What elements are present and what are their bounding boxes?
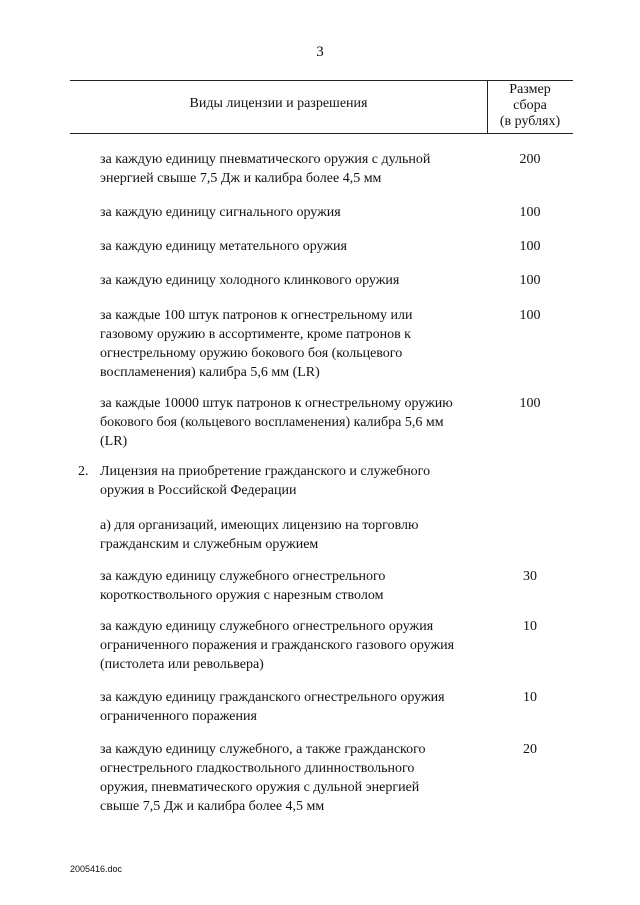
row-text-line: бокового боя (кольцевого воспламенения) калибра 5,6 мм — [100, 415, 444, 430]
row-text-line: газовому оружию в ассортименте, кроме патронов к — [100, 327, 411, 342]
fee-value: 100 — [519, 308, 541, 323]
fee-value: 200 — [519, 152, 541, 167]
row-text-line: ограниченного поражения — [100, 709, 257, 724]
section-number: 2. — [78, 464, 89, 479]
row-text-line: а) для организаций, имеющих лицензию на торговлю — [100, 518, 419, 533]
row-text-line: за каждую единицу служебного огнестрельного — [100, 569, 386, 584]
fee-value: 10 — [523, 690, 537, 705]
row-text-line: за каждую единицу холодного клинкового оружия — [100, 273, 400, 288]
row-text-line: за каждую единицу служебного, а также гражданского — [100, 742, 426, 757]
table-top-rule — [70, 80, 573, 81]
row-text-line: свыше 7,5 Дж и калибра более 4,5 мм — [100, 799, 325, 814]
row-text-line: огнестрельному оружию бокового боя (кольцевого — [100, 346, 403, 361]
row-text-line: оружия, пневматического оружия с дульной энергией — [100, 780, 420, 795]
row-text-line: за каждую единицу служебного огнестрельного оружия — [100, 619, 434, 634]
header-kinds-label: Виды лицензии и разрешения — [189, 96, 368, 111]
fee-value: 10 — [523, 619, 537, 634]
fee-value: 100 — [519, 205, 541, 220]
row-text-line: (пистолета или револьвера) — [100, 657, 264, 672]
row-text-line: за каждую единицу пневматического оружия с дульной — [100, 152, 431, 167]
fee-value: 100 — [519, 273, 541, 288]
row-text-line: за каждую единицу гражданского огнестрельного оружия — [100, 690, 445, 705]
fee-value: 100 — [519, 239, 541, 254]
row-text-line: Лицензия на приобретение гражданского и служебного — [100, 464, 431, 479]
row-text-line: воспламенения) калибра 5,6 мм (LR) — [100, 365, 320, 380]
row-text-line: за каждые 100 штук патронов к огнестрельному или — [100, 308, 413, 323]
page-number: 3 — [316, 44, 324, 60]
row-text-line: за каждую единицу метательного оружия — [100, 239, 347, 254]
row-text-line: огнестрельного гладкоствольного длинноствольного — [100, 761, 415, 776]
header-fee-line: (в рублях) — [499, 114, 561, 129]
table-header-rule — [70, 133, 573, 134]
row-text-line: короткоствольного оружия с нарезным стволом — [100, 588, 384, 603]
row-text-line: за каждые 10000 штук патронов к огнестрельному оружию — [100, 396, 453, 411]
row-text-line: оружия в Российской Федерации — [100, 483, 297, 498]
fee-value: 20 — [523, 742, 537, 757]
row-text-line: за каждую единицу сигнального оружия — [100, 205, 341, 220]
fee-value: 30 — [523, 569, 537, 584]
row-text-line: (LR) — [100, 434, 128, 449]
header-fee-line: Размер — [509, 82, 551, 97]
header-fee-label — [487, 82, 573, 130]
row-text-line: энергией свыше 7,5 Дж и калибра более 4,5 мм — [100, 171, 382, 186]
row-text-line: ограниченного поражения и гражданского газового оружия — [100, 638, 455, 653]
header-fee-line: сбора — [513, 98, 547, 113]
footer-filename: 2005416.doc — [70, 864, 123, 874]
fee-value: 100 — [519, 396, 541, 411]
row-text-line: гражданским и служебным оружием — [100, 537, 319, 552]
